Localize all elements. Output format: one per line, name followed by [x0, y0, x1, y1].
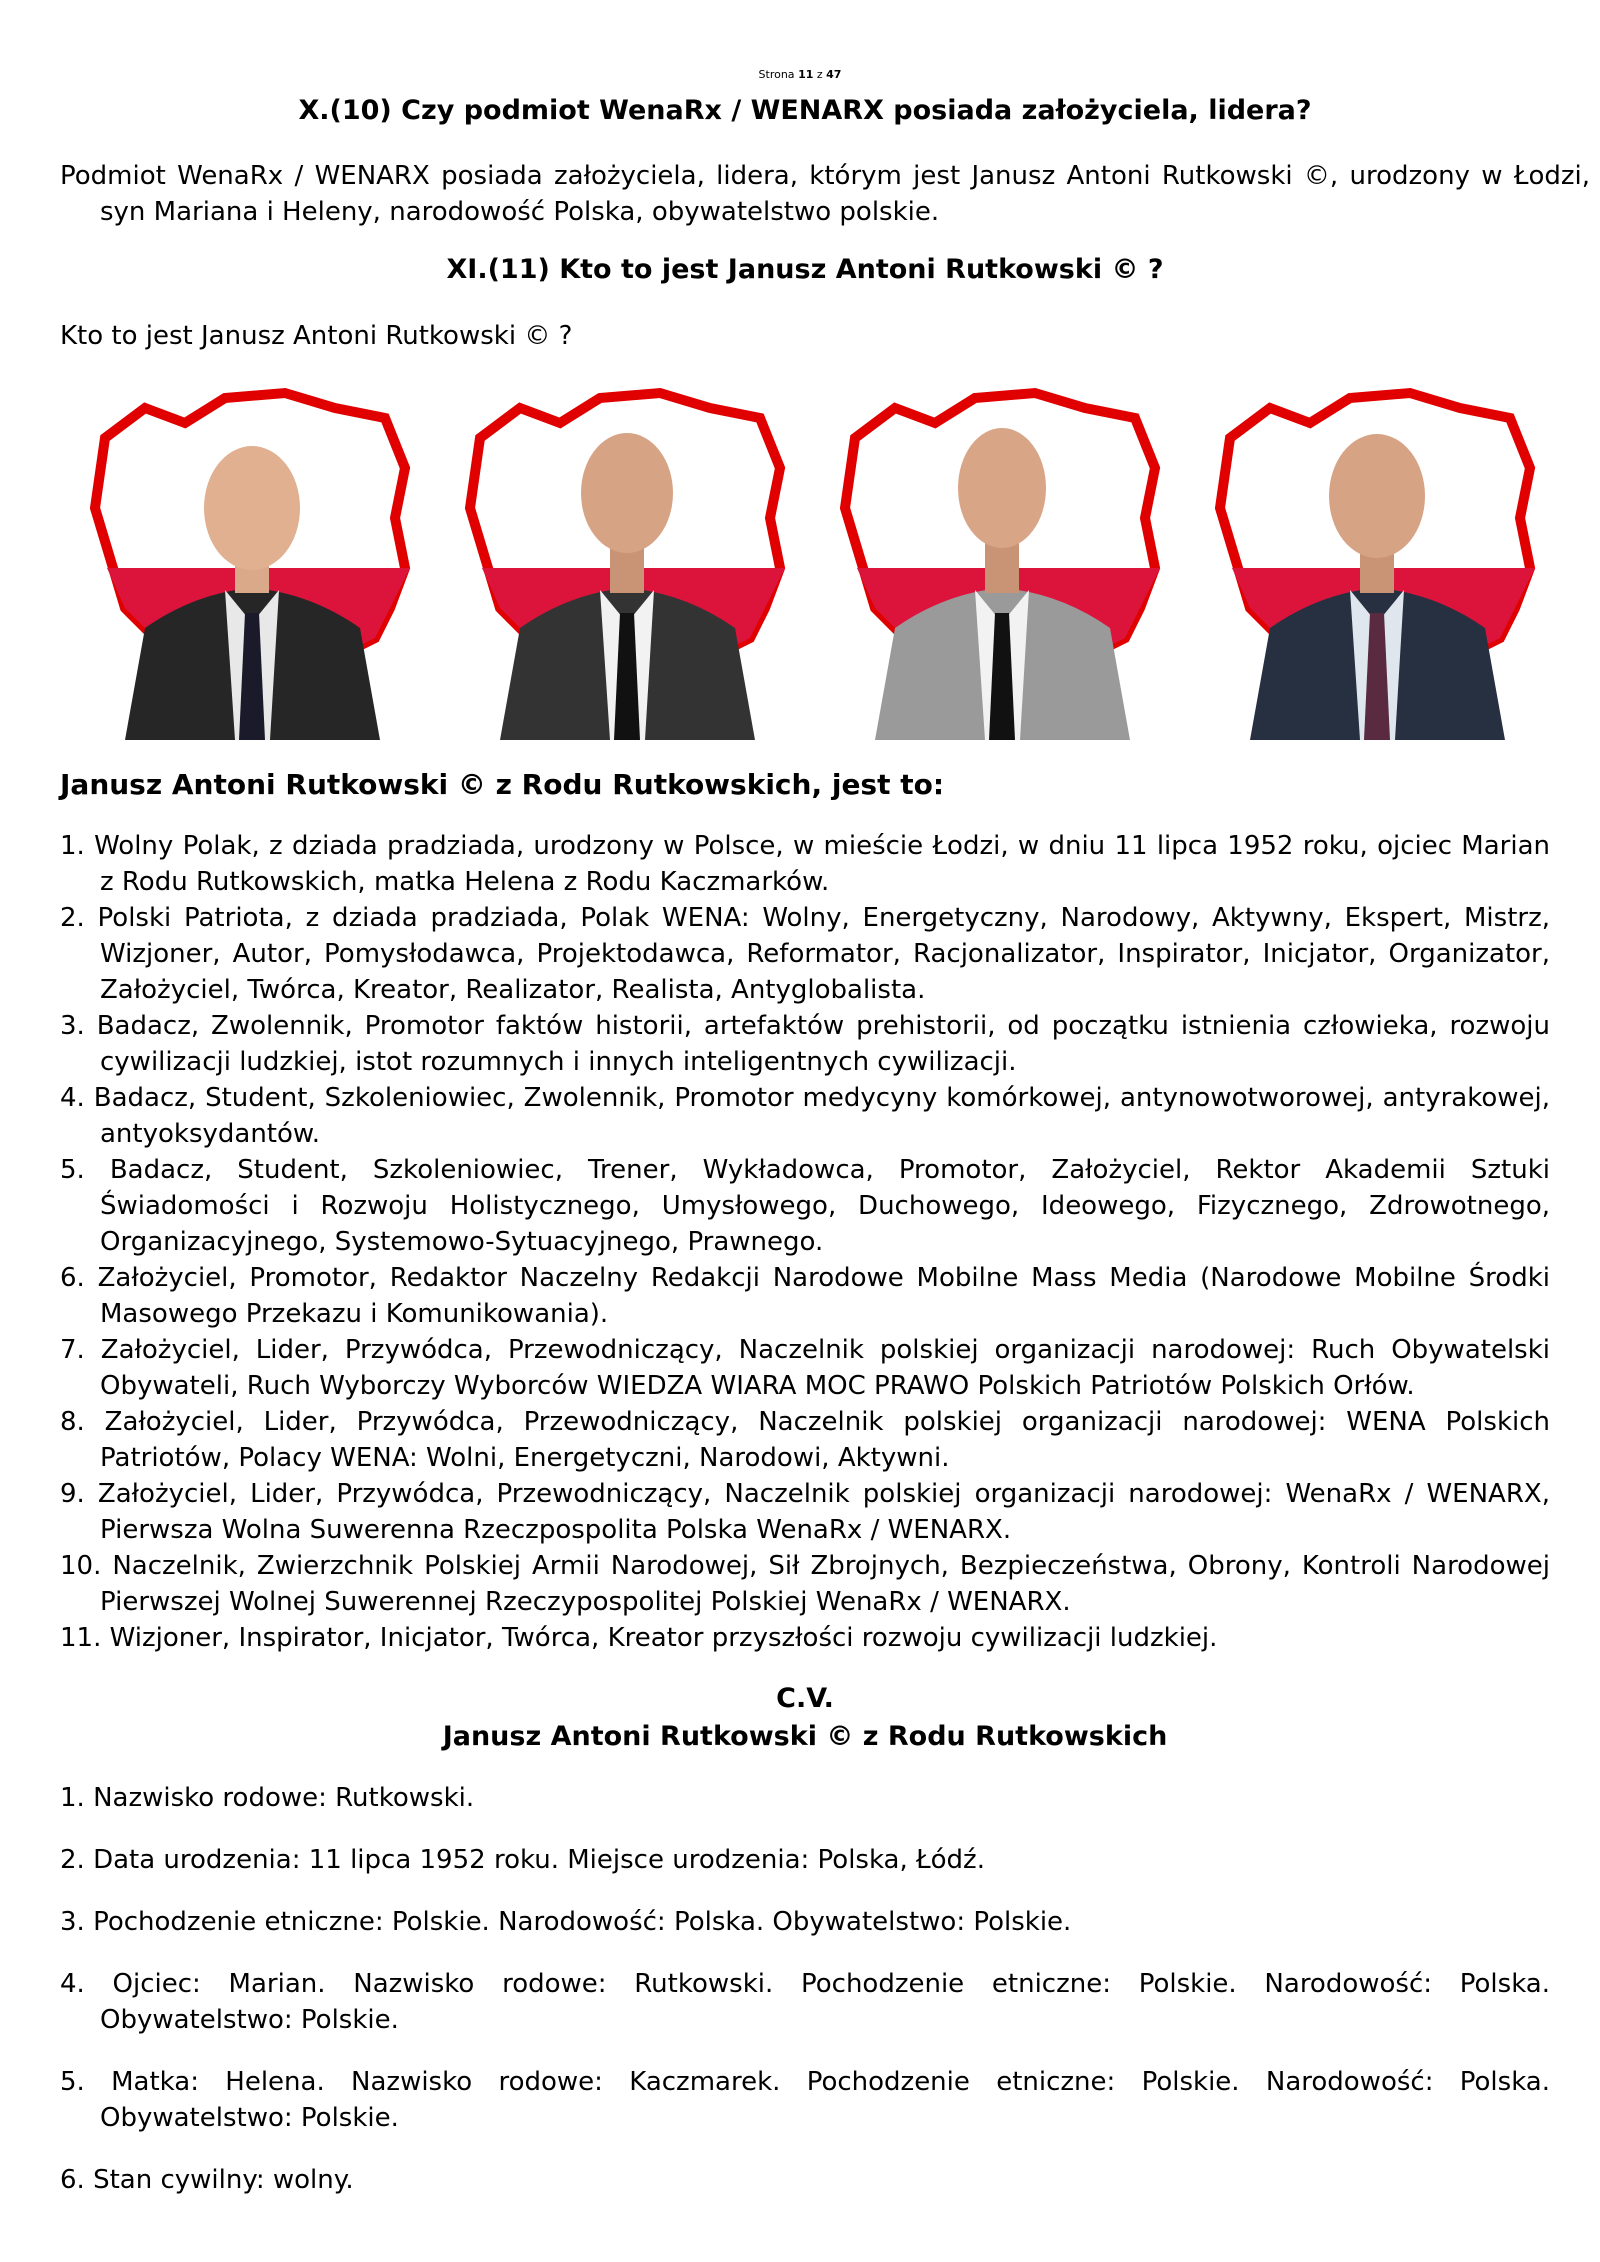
list-item: 9. Założyciel, Lider, Przywódca, Przewodniczący, Naczelnik polskiej organizacji narodowej: WenaRx / WENARX, Pierwsza Wolna Suwerenna Rzeczpospolita Polska WenaRx / WENARX. [60, 1479, 1550, 1545]
cv-item: 2. Data urodzenia: 11 lipca 1952 roku. Miejsce urodzenia: Polska, Łódź. [60, 1845, 985, 1875]
list-item: 5. Badacz, Student, Szkoleniowiec, Trener, Wykładowca, Promotor, Założyciel, Rektor Akademii Sztuki Świadomości i Rozwoju Holistycznego, Umysłowego, Duchowego, Ideowego, Fizycznego, Zdrowotnego, Organizacyjnego, Systemowo-Sytuacyjnego, Prawnego. [60, 1155, 1550, 1257]
list-item: 11. Wizjoner, Inspirator, Inicjator, Twórca, Kreator przyszłości rozwoju cywilizacji ludzkiej. [60, 1623, 1218, 1653]
list-item: 8. Założyciel, Lider, Przywódca, Przewodniczący, Naczelnik polskiej organizacji narodowej: WENA Polskich Patriotów, Polacy WENA: Wolni, Energetyczni, Narodowi, Aktywni. [60, 1407, 1550, 1473]
portrait-3 [835, 378, 1170, 740]
list-item: 6. Założyciel, Promotor, Redaktor Naczelny Redakcji Narodowe Mobilne Mass Media (Narodowe Mobilne Środki Masowego Przekazu i Komunikowania). [60, 1263, 1550, 1329]
list-item: 10. Naczelnik, Zwierzchnik Polskiej Armii Narodowej, Sił Zbrojnych, Bezpieczeństwa, Obrony, Kontroli Narodowej Pierwszej Wolnej Suwerennej Rzeczypospolitej Polskiej WenaRx / WENARX. [60, 1551, 1550, 1617]
roles-list [60, 828, 1550, 1656]
cv-item: 4. Ojciec: Marian. Nazwisko rodowe: Rutkowski. Pochodzenie etniczne: Polskie. Narodowość: Polska. Obywatelstwo: Polskie. [60, 1969, 1550, 2035]
list-item: 2. Polski Patriota, z dziada pradziada, Polak WENA: Wolny, Energetyczny, Narodowy, Aktywny, Ekspert, Mistrz, Wizjoner, Autor, Pomysłodawca, Projektodawca, Reformator, Racjonalizator, Inspirator, Inicjator, Organizator, Założyciel, Twórca, Kreator, Realizator, Realista, Antyglobalista. [60, 903, 1550, 1005]
list-item: 7. Założyciel, Lider, Przywódca, Przewodniczący, Naczelnik polskiej organizacji narodowej: Ruch Obywatelski Obywateli, Ruch Wyborczy Wyborców WIEDZA WIARA MOC PRAWO Polskich Patriotów Polskich Orłów. [60, 1335, 1550, 1401]
list-item: 4. Badacz, Student, Szkoleniowiec, Zwolennik, Promotor medycyny komórkowej, antynowotworowej, antyrakowej, antyoksydantów. [60, 1083, 1550, 1149]
cv-subtitle: Janusz Antoni Rutkowski © z Rodu Rutkowskich [442, 1721, 1168, 1752]
cv-item: 1. Nazwisko rodowe: Rutkowski. [60, 1783, 475, 1813]
cv-item: 5. Matka: Helena. Nazwisko rodowe: Kaczmarek. Pochodzenie etniczne: Polskie. Narodowość: Polska. Obywatelstwo: Polskie. [60, 2067, 1550, 2133]
portrait-1 [85, 378, 420, 740]
portrait-gallery [85, 378, 1545, 740]
cv-title: C.V. [776, 1683, 834, 1714]
cv-heading [60, 1680, 1550, 1756]
list-item: 3. Badacz, Zwolennik, Promotor faktów historii, artefaktów prehistorii, od początku istnienia człowieka, rozwoju cywilizacji ludzkiej, istot rozumnych i innych inteligentnych cywilizacji. [60, 1011, 1550, 1077]
portrait-4 [1210, 378, 1545, 740]
page-total: 47 [826, 68, 842, 81]
page-sep: z [816, 68, 823, 81]
cv-list [60, 1780, 1550, 2224]
cv-item: 3. Pochodzenie etniczne: Polskie. Narodowość: Polska. Obywatelstwo: Polskie. [60, 1907, 1072, 1937]
page-number [0, 68, 1600, 81]
intro-paragraph: Podmiot WenaRx / WENARX posiada założyciela, lidera, którym jest Janusz Antoni Rutkowski ©, urodzony w Łodzi, syn Mariana i Heleny, narodowość Polska, obywatelstwo polskie. [60, 161, 1590, 227]
page-label: Strona [758, 68, 795, 81]
cv-item: 6. Stan cywilny: wolny. [60, 2165, 354, 2195]
section-heading-x: X.(10) Czy podmiot WenaRx / WENARX posiada założyciela, lidera? [298, 95, 1312, 126]
page-current: 11 [798, 68, 814, 81]
question-text: Kto to jest Janusz Antoni Rutkowski © ? [60, 321, 573, 351]
list-item: 1. Wolny Polak, z dziada pradziada, urodzony w Polsce, w mieście Łodzi, w dniu 11 lipca 1952 roku, ojciec Marian z Rodu Rutkowskich, matka Helena z Rodu Kaczmarków. [60, 831, 1550, 897]
list-lead: Janusz Antoni Rutkowski © z Rodu Rutkowskich, jest to: [60, 768, 945, 801]
section-heading-xi: XI.(11) Kto to jest Janusz Antoni Rutkowski © ? [446, 254, 1164, 285]
portrait-2 [460, 378, 795, 740]
